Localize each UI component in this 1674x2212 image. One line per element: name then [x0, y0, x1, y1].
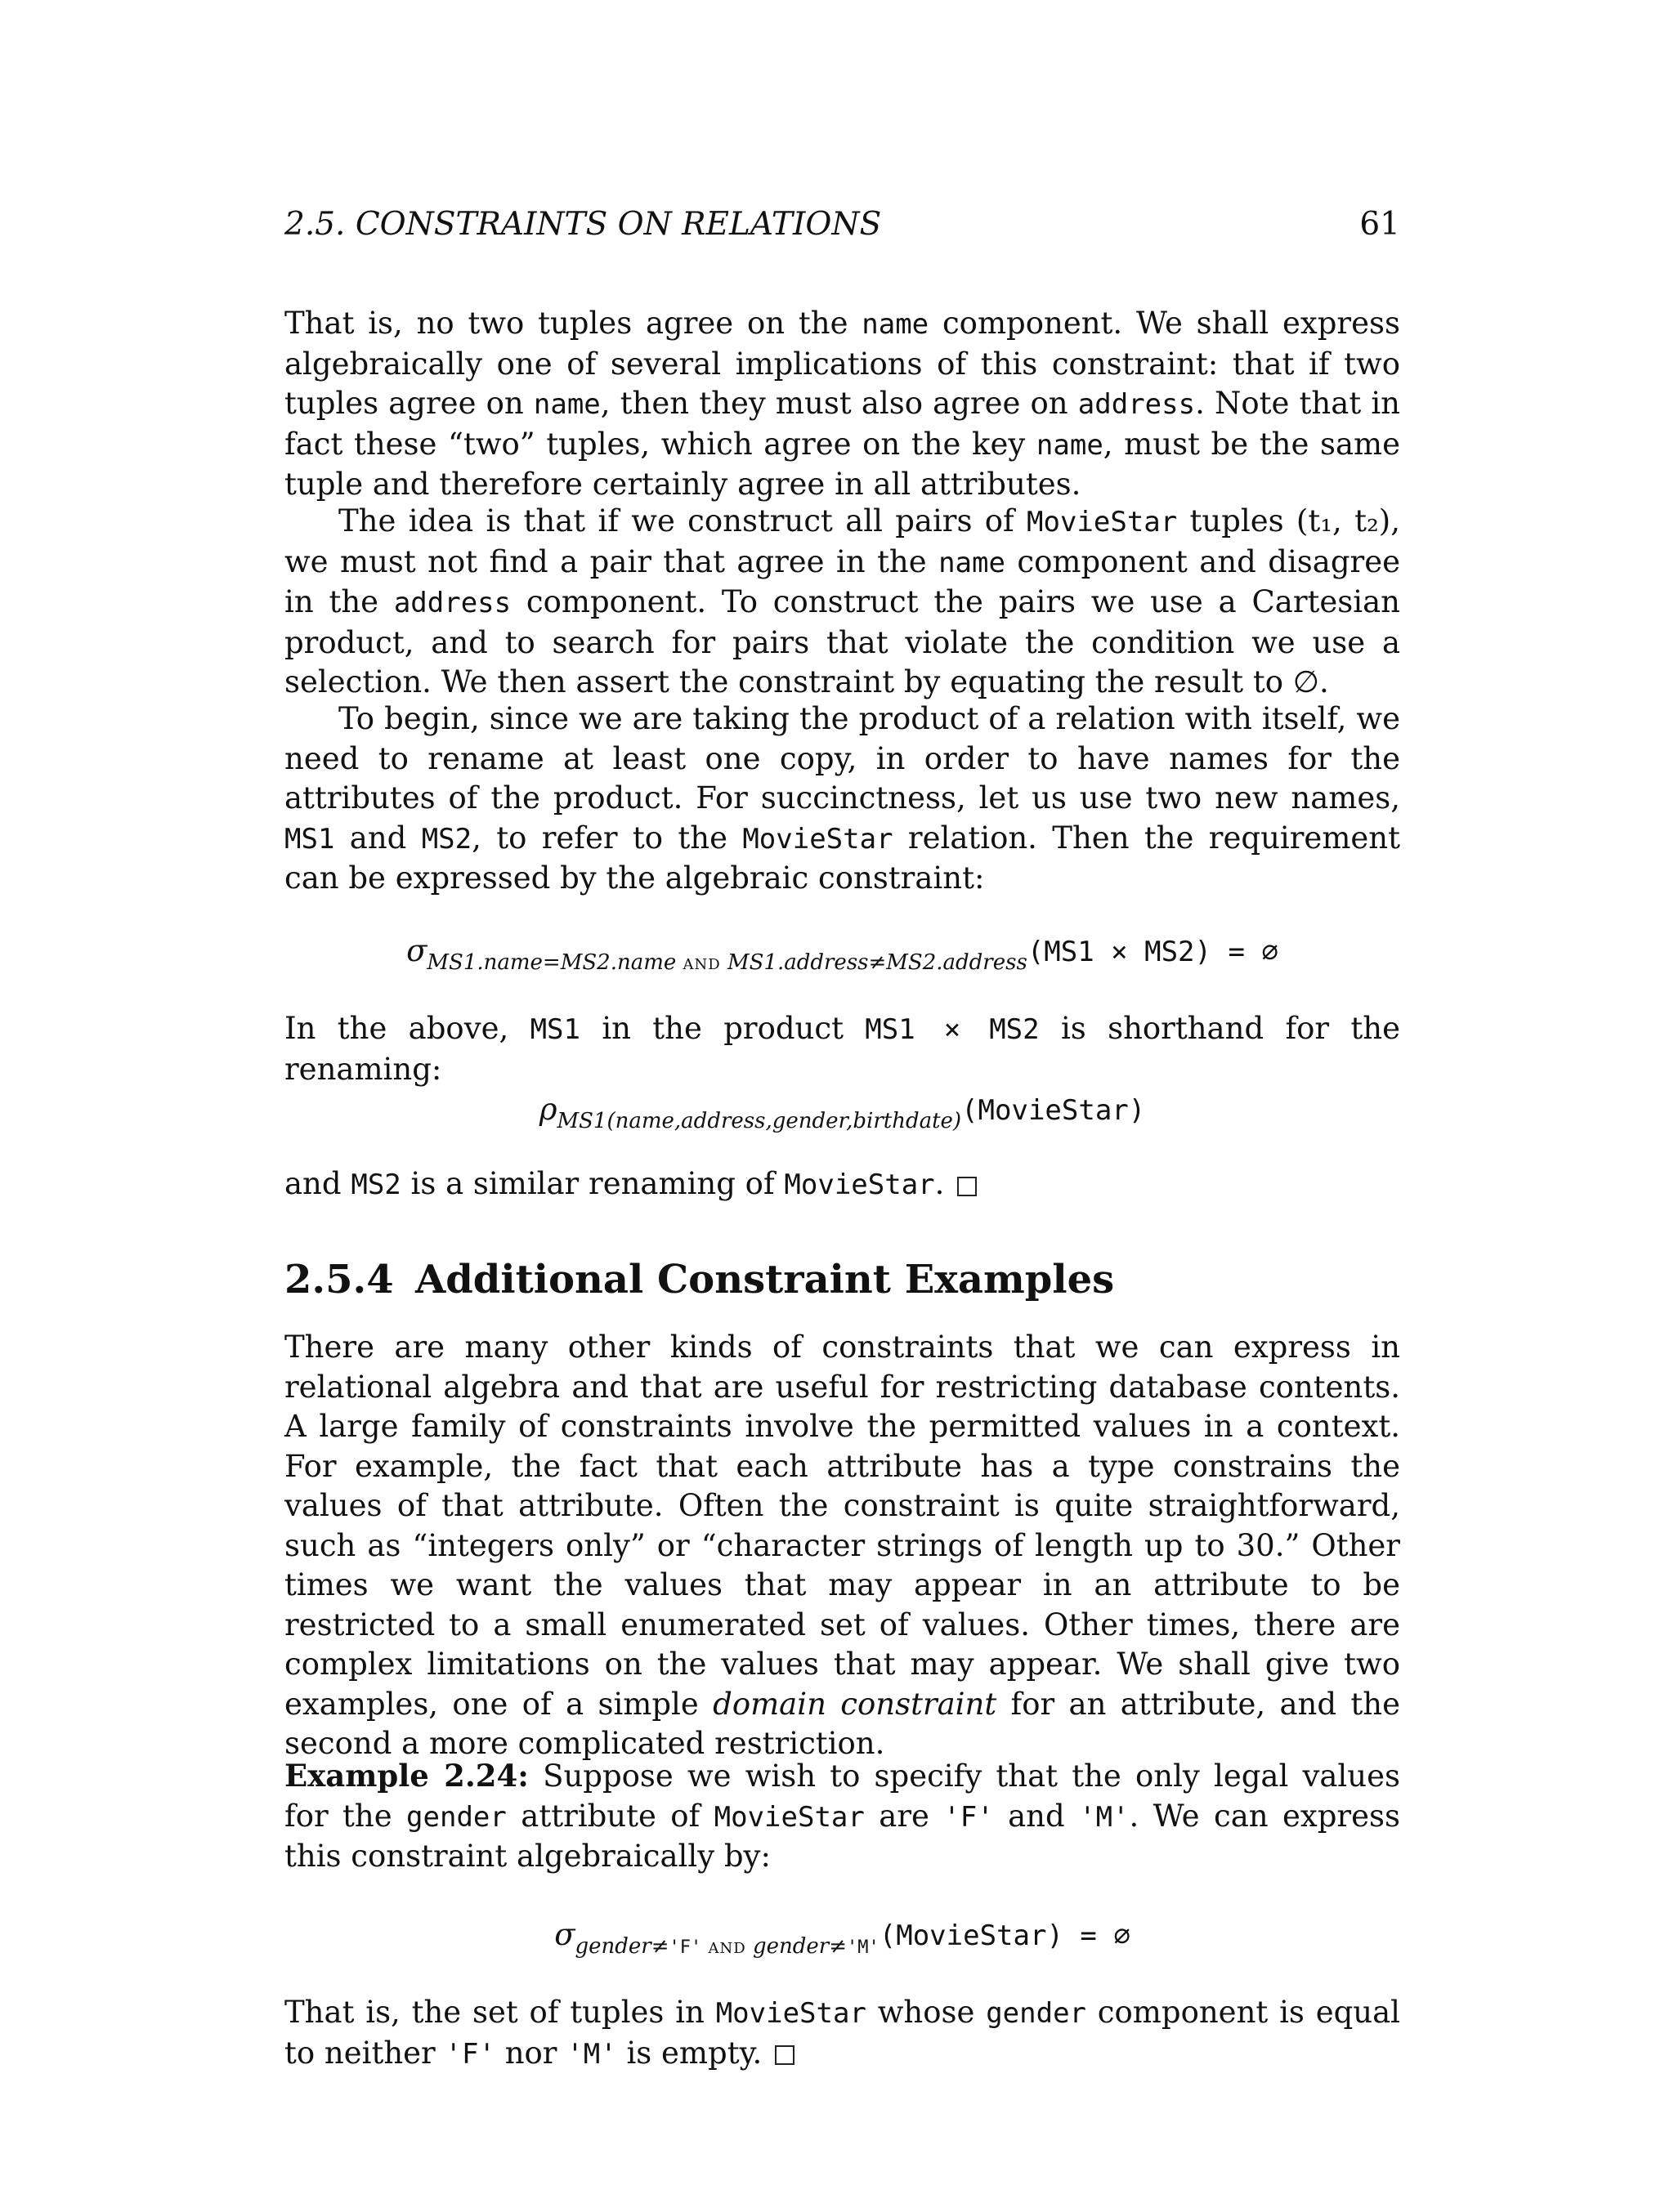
equation-gender-constraint: $\sigma_{gender\ne'F' AND gender\ne'M'}(MovieStar)$ = ∅	[554, 1917, 1130, 1959]
end-of-example-box-icon	[775, 2045, 794, 2065]
section-heading: 2.5.4 Additional Constraint Examples	[284, 1257, 1115, 1303]
paragraph-1: That is, no two tuples agree on the name component. We shall express algebraically one of several implications of this constraint: that if two tuples agree on name, then they must also agree on address. Note that in fact these “two” tuples, which agree on the key name, must be the same tuple and therefore certainly agree in all attributes.	[284, 306, 1400, 502]
equation-renaming: $\rho_{MS1(name,address,gender,birthdate)}(MovieStar)$	[539, 1092, 1146, 1133]
paragraph-6: There are many other kinds of constraints that we can express in relational algebra and that are useful for restricting database contents. A large family of constraints involve the permitted values in a context. For example, the fact that each attribute has a type constrains the values of that attribute. Often the constraint is quite straightforward, such as “integers only” or “character strings of length up to 30.” Other times we want the values that may appear in an attribute to be restricted to a small enumerated set of values. Other times, there are complex limitations on the values that may appear. We shall give two examples, one of a simple domain constraint for an attribute, and the second a more complicated restriction.	[284, 1329, 1400, 1761]
end-of-proof-box-icon	[957, 1177, 977, 1196]
paragraph-3: To begin, since we are taking the product of a relation with itself, we need to rename at least one copy, in order to have names for the attributes of the product. For succinctness, let us use two new names, MS1 and MS2, to refer to the MovieStar relation. Then the requirement can be expressed by the algebraic constraint:	[284, 701, 1400, 896]
page-number: 61	[1359, 206, 1400, 243]
paragraph-5: and MS2 is a similar renaming of MovieStar.	[284, 1164, 1400, 1205]
section-header: 2.5. CONSTRAINTS ON RELATIONS	[284, 206, 882, 243]
paragraph-2: The idea is that if we construct all pairs of MovieStar tuples (t₁, t₂), we must not find a pair that agree in the name component and disagree in the address component. To construct the pairs we use a Cartesian product, and to search for pairs that violate the condition we use a selection. We then assert the constraint by equating the result to ∅.	[284, 503, 1400, 699]
equation-selection-constraint: $\sigma_{MS1.name=MS2.name AND MS1.address\ne MS2.address}(MS1 \times MS2)$ = ∅	[406, 933, 1278, 975]
example-label: Example 2.24:	[284, 1758, 529, 1794]
example-2-24: Example 2.24: Suppose we wish to specify that the only legal values for the gender attribute of MovieStar are 'F' and 'M'. We can express this constraint algebraically by:	[284, 1758, 1400, 1874]
paragraph-7: That is, the set of tuples in MovieStar whose gender component is equal to neither 'F' nor 'M' is empty.	[284, 1995, 1400, 2071]
running-header	[284, 206, 1400, 243]
paragraph-4: In the above, MS1 in the product MS1 × MS2 is shorthand for the renaming:	[284, 1011, 1401, 1087]
